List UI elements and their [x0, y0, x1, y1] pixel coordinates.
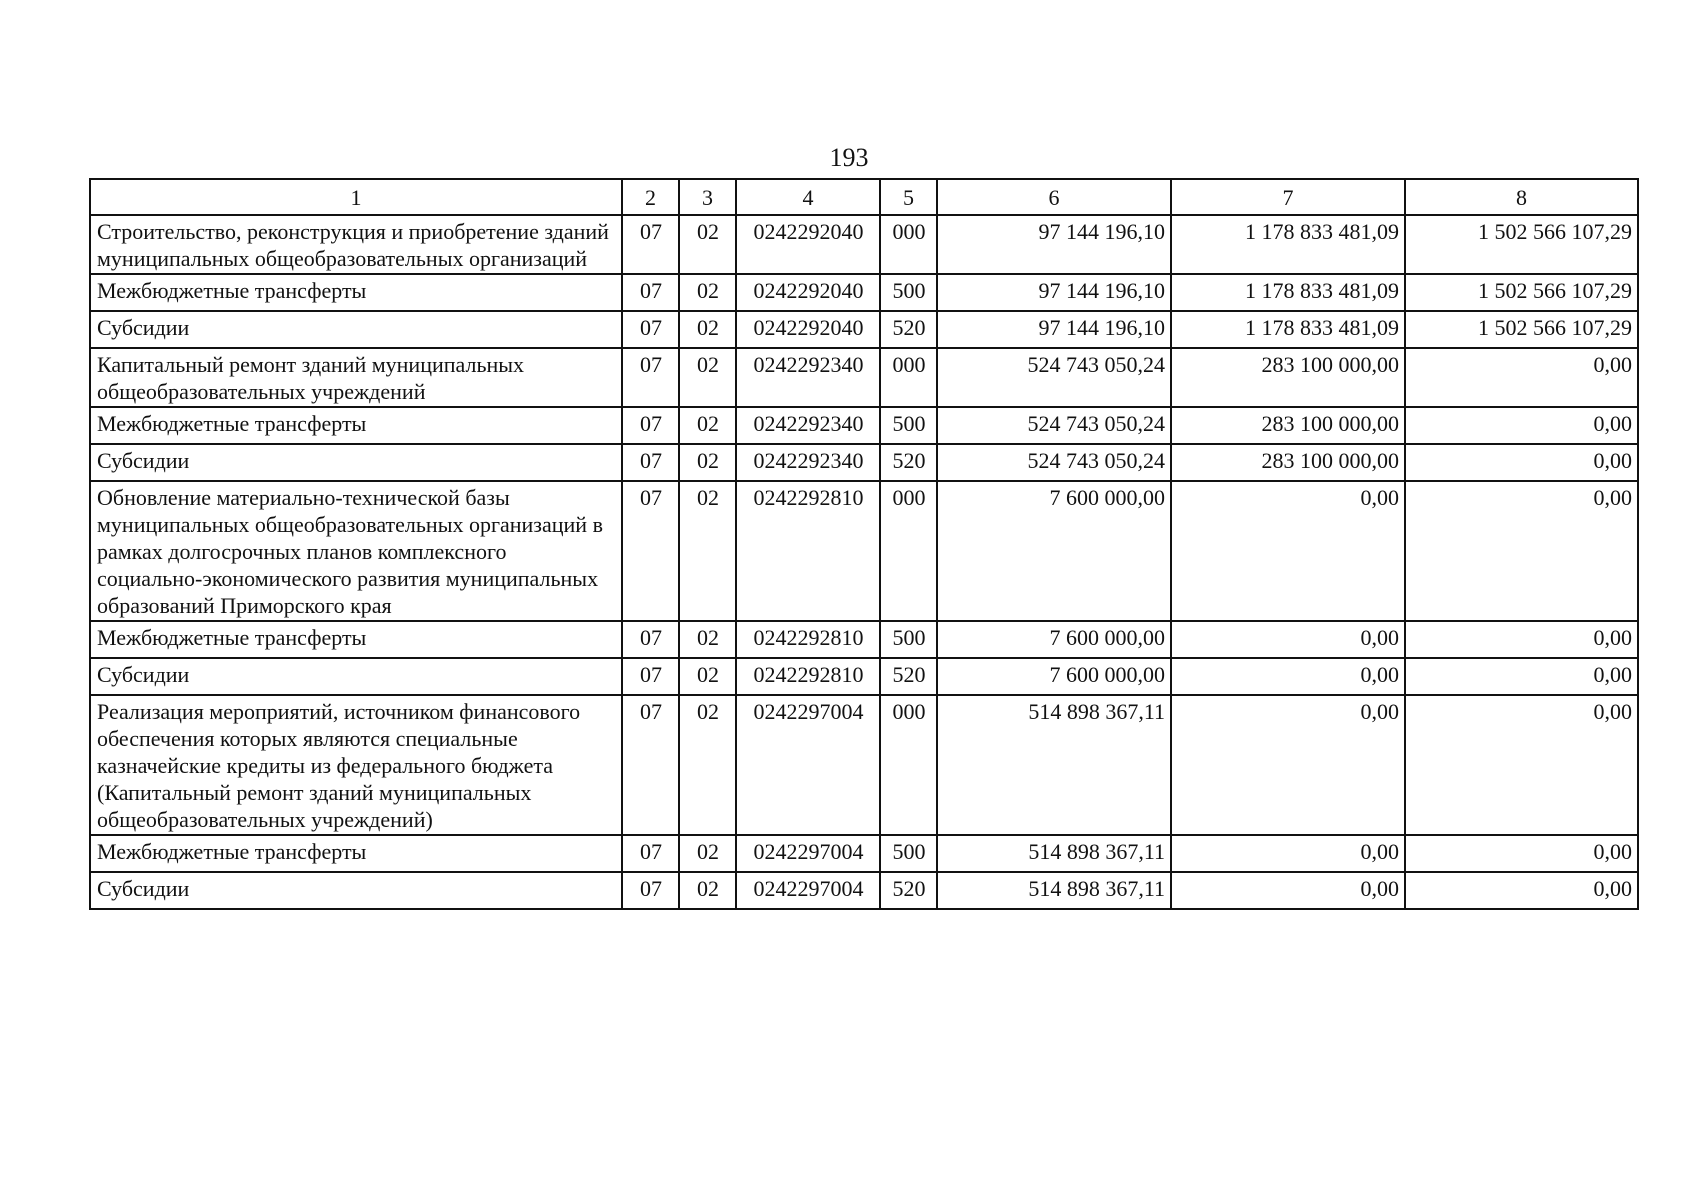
item-name-cell: Межбюджетные трансферты [90, 835, 622, 872]
amount-col8-cell: 0,00 [1405, 872, 1638, 909]
amount-col6-cell: 97 144 196,10 [937, 274, 1171, 311]
amount-col7-cell: 1 178 833 481,09 [1171, 274, 1405, 311]
item-name-cell: Межбюджетные трансферты [90, 274, 622, 311]
expense-type-code-cell: 500 [880, 835, 937, 872]
header-cell-7: 7 [1171, 179, 1405, 215]
subsection-code-cell: 02 [679, 444, 736, 481]
section-code-cell: 07 [622, 658, 679, 695]
amount-col6-cell: 97 144 196,10 [937, 215, 1171, 274]
target-article-code-cell: 0242292040 [736, 274, 880, 311]
amount-col7-cell: 0,00 [1171, 835, 1405, 872]
amount-col7-cell: 283 100 000,00 [1171, 444, 1405, 481]
header-cell-8: 8 [1405, 179, 1638, 215]
amount-col6-cell: 514 898 367,11 [937, 695, 1171, 835]
expense-type-code-cell: 520 [880, 311, 937, 348]
table-row [90, 835, 1638, 872]
target-article-code-cell: 0242297004 [736, 872, 880, 909]
amount-col7-cell: 283 100 000,00 [1171, 348, 1405, 407]
expense-type-code-cell: 500 [880, 407, 937, 444]
item-name-cell: Субсидии [90, 444, 622, 481]
item-name-cell: Субсидии [90, 872, 622, 909]
expense-type-code-cell: 000 [880, 481, 937, 621]
target-article-code-cell: 0242297004 [736, 835, 880, 872]
item-name-cell: Субсидии [90, 658, 622, 695]
section-code-cell: 07 [622, 348, 679, 407]
target-article-code-cell: 0242292810 [736, 658, 880, 695]
amount-col6-cell: 7 600 000,00 [937, 621, 1171, 658]
target-article-code-cell: 0242297004 [736, 695, 880, 835]
item-name-cell: Межбюджетные трансферты [90, 407, 622, 444]
amount-col8-cell: 0,00 [1405, 621, 1638, 658]
item-name-cell: Обновление материально-технической базы муниципальных общеобразовательных организаций в рамках долгосрочных планов комплексного социально-экономического развития муниципальных образований Приморского края [90, 481, 622, 621]
table-row [90, 348, 1638, 407]
header-cell-6: 6 [937, 179, 1171, 215]
section-code-cell: 07 [622, 481, 679, 621]
expense-type-code-cell: 000 [880, 695, 937, 835]
target-article-code-cell: 0242292340 [736, 407, 880, 444]
amount-col8-cell: 0,00 [1405, 835, 1638, 872]
section-code-cell: 07 [622, 835, 679, 872]
table-row [90, 658, 1638, 695]
target-article-code-cell: 0242292340 [736, 444, 880, 481]
section-code-cell: 07 [622, 407, 679, 444]
subsection-code-cell: 02 [679, 835, 736, 872]
section-code-cell: 07 [622, 215, 679, 274]
subsection-code-cell: 02 [679, 407, 736, 444]
amount-col7-cell: 0,00 [1171, 621, 1405, 658]
table-row [90, 695, 1638, 835]
section-code-cell: 07 [622, 621, 679, 658]
amount-col7-cell: 1 178 833 481,09 [1171, 311, 1405, 348]
target-article-code-cell: 0242292810 [736, 621, 880, 658]
amount-col7-cell: 0,00 [1171, 658, 1405, 695]
section-code-cell: 07 [622, 444, 679, 481]
subsection-code-cell: 02 [679, 311, 736, 348]
subsection-code-cell: 02 [679, 274, 736, 311]
amount-col6-cell: 524 743 050,24 [937, 348, 1171, 407]
amount-col8-cell: 0,00 [1405, 481, 1638, 621]
table-row [90, 407, 1638, 444]
item-name-cell: Строительство, реконструкция и приобретение зданий муниципальных общеобразовательных организаций [90, 215, 622, 274]
expense-type-code-cell: 520 [880, 872, 937, 909]
amount-col6-cell: 514 898 367,11 [937, 872, 1171, 909]
expense-type-code-cell: 500 [880, 274, 937, 311]
target-article-code-cell: 0242292810 [736, 481, 880, 621]
amount-col8-cell: 0,00 [1405, 348, 1638, 407]
header-cell-4: 4 [736, 179, 880, 215]
amount-col6-cell: 7 600 000,00 [937, 481, 1171, 621]
table-row [90, 481, 1638, 621]
amount-col7-cell: 1 178 833 481,09 [1171, 215, 1405, 274]
subsection-code-cell: 02 [679, 872, 736, 909]
expense-type-code-cell: 520 [880, 658, 937, 695]
amount-col6-cell: 514 898 367,11 [937, 835, 1171, 872]
amount-col6-cell: 524 743 050,24 [937, 444, 1171, 481]
amount-col8-cell: 1 502 566 107,29 [1405, 274, 1638, 311]
table-row [90, 274, 1638, 311]
target-article-code-cell: 0242292040 [736, 215, 880, 274]
subsection-code-cell: 02 [679, 215, 736, 274]
subsection-code-cell: 02 [679, 348, 736, 407]
expense-type-code-cell: 000 [880, 348, 937, 407]
subsection-code-cell: 02 [679, 621, 736, 658]
item-name-cell: Реализация мероприятий, источником финансового обеспечения которых являются специальные казначейские кредиты из федерального бюджета (Капитальный ремонт зданий муниципальных общеобразовательных учреждений) [90, 695, 622, 835]
header-cell-1: 1 [90, 179, 622, 215]
amount-col8-cell: 0,00 [1405, 695, 1638, 835]
amount-col7-cell: 283 100 000,00 [1171, 407, 1405, 444]
header-cell-5: 5 [880, 179, 937, 215]
table-row [90, 215, 1638, 274]
amount-col6-cell: 97 144 196,10 [937, 311, 1171, 348]
expense-type-code-cell: 500 [880, 621, 937, 658]
table-row [90, 872, 1638, 909]
amount-col6-cell: 7 600 000,00 [937, 658, 1171, 695]
amount-col7-cell: 0,00 [1171, 481, 1405, 621]
expense-type-code-cell: 520 [880, 444, 937, 481]
section-code-cell: 07 [622, 872, 679, 909]
budget-table [89, 178, 1639, 910]
item-name-cell: Субсидии [90, 311, 622, 348]
amount-col7-cell: 0,00 [1171, 872, 1405, 909]
target-article-code-cell: 0242292040 [736, 311, 880, 348]
header-cell-3: 3 [679, 179, 736, 215]
page-number: 193 [829, 143, 869, 172]
amount-col8-cell: 0,00 [1405, 444, 1638, 481]
table-row [90, 311, 1638, 348]
amount-col7-cell: 0,00 [1171, 695, 1405, 835]
table-row [90, 621, 1638, 658]
section-code-cell: 07 [622, 274, 679, 311]
amount-col8-cell: 1 502 566 107,29 [1405, 311, 1638, 348]
item-name-cell: Капитальный ремонт зданий муниципальных общеобразовательных учреждений [90, 348, 622, 407]
subsection-code-cell: 02 [679, 481, 736, 621]
section-code-cell: 07 [622, 311, 679, 348]
item-name-cell: Межбюджетные трансферты [90, 621, 622, 658]
amount-col8-cell: 0,00 [1405, 407, 1638, 444]
amount-col8-cell: 0,00 [1405, 658, 1638, 695]
table-row [90, 444, 1638, 481]
table-body [90, 215, 1638, 909]
header-row [90, 179, 1638, 215]
section-code-cell: 07 [622, 695, 679, 835]
target-article-code-cell: 0242292340 [736, 348, 880, 407]
subsection-code-cell: 02 [679, 658, 736, 695]
amount-col8-cell: 1 502 566 107,29 [1405, 215, 1638, 274]
header-cell-2: 2 [622, 179, 679, 215]
expense-type-code-cell: 000 [880, 215, 937, 274]
subsection-code-cell: 02 [679, 695, 736, 835]
amount-col6-cell: 524 743 050,24 [937, 407, 1171, 444]
table-header [90, 179, 1638, 215]
